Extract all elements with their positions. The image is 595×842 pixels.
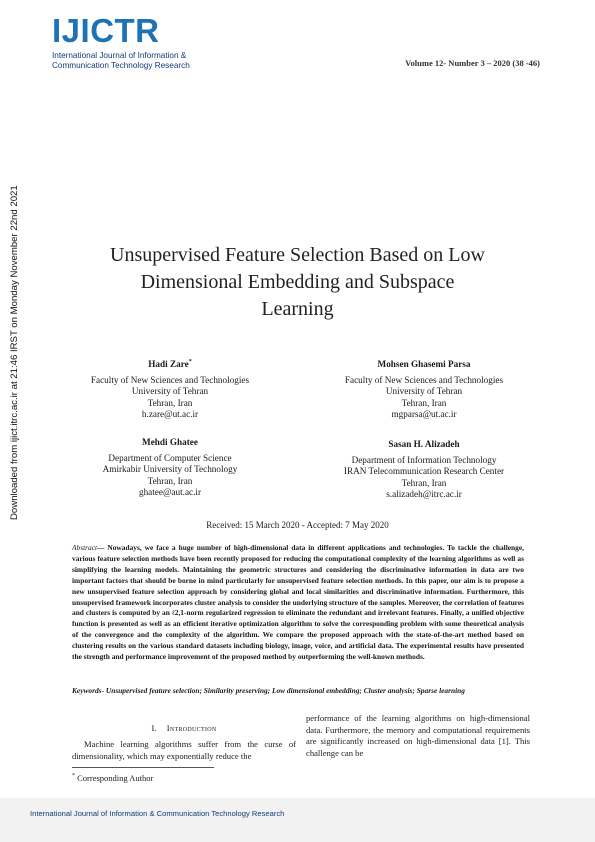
author-org: University of Tehran	[131, 386, 209, 397]
body-column-left: Machine learning algorithms suffer from the curse of dimensionality, which may exponentially reduce the	[72, 739, 296, 761]
title-line-2: Dimensional Embedding and Subspace	[140, 271, 455, 293]
author-dept: Faculty of New Sciences and Technologies	[344, 374, 504, 385]
keywords: Keywords- Unsupervised feature selection; Similarity preserving; Low dimensional embedding; Cluster analysis; Sparse learning	[72, 686, 465, 695]
author-email[interactable]: s.alizadeh@itrc.ac.ir	[386, 489, 462, 499]
author-name: Sasan H. Alizadeh	[388, 439, 460, 449]
footer-journal-name: International Journal of Information & Communication Technology Research	[30, 809, 285, 818]
abstract-text: — Nowadays, we face a huge number of high-dimensional data in different applications and technologies. To tackle the challenge, various feature selection methods have been recently proposed for reducing the computational complexity of the learning algorithms as well as simplifying the learning models. Maintaining the geometric structures and considering the discriminative information in data are two important factors that should be borne in mind particularly for unsupervised feature selection methods. In this paper, our aim is to propose a new unsupervised feature selection approach by considering global and local similarities and discriminative information. Furthermore, this unsupervised framework incorporates cluster analysis to consider the underlying structure of the samples. Moreover, the correlation of features and clusters is computed by an ℓ2,1-norm regularized regression to eliminate the redundant and irrelevant features. Finally, a unified objective function is presented as well as an efficient iterative optimization algorithm to solve the corresponding problem with some theoretical analysis of the convergence and the complexity of the algorithm. We compare the proposed approach with the state-of-the-art method based on clustering results on the various standard datasets including biology, image, voice, and artificial data. The experimental results have presented the strength and performance improvement of the proposed method by outperforming the well-known methods.	[72, 543, 524, 662]
author-block-2	[304, 359, 544, 421]
author-name: Mohsen Ghasemi Parsa	[377, 359, 471, 369]
journal-name-line1: International Journal of Information &	[52, 51, 187, 60]
received-dates: Received: 15 March 2020 - Accepted: 7 May 2020	[206, 520, 389, 530]
author-city: Tehran, Iran	[147, 475, 193, 486]
author-org: Amirkabir University of Technology	[102, 464, 238, 474]
footnote-mark: *	[72, 773, 75, 780]
footnote	[72, 773, 153, 783]
journal-name-line2: Communication Technology Research	[52, 61, 190, 70]
title-line-3: Learning	[261, 298, 334, 320]
author-city: Tehran, Iran	[147, 397, 193, 408]
author-email[interactable]: mgparsa@ut.ac.ir	[391, 409, 457, 419]
paper-title	[60, 242, 535, 323]
section-title: Introduction	[166, 723, 217, 733]
author-org: University of Tehran	[385, 386, 463, 396]
journal-name	[52, 51, 252, 71]
author-block-1	[50, 357, 290, 421]
download-watermark	[9, 160, 21, 520]
author-block-3	[50, 437, 290, 499]
author-name: Mehdi Ghatee	[142, 437, 198, 447]
footnote-divider	[72, 767, 214, 768]
author-dept: Faculty of New Sciences and Technologies	[90, 374, 250, 385]
author-dept: Department of Information Technology	[351, 454, 497, 465]
abstract	[72, 543, 524, 663]
author-email[interactable]: ghatee@aut.ac.ir	[138, 487, 202, 497]
author-city: Tehran, Iran	[401, 477, 447, 488]
download-watermark-text: Downloaded from ijict.itrc.ac.ir at 21:46 IRST on Monday November 22nd 2021	[9, 185, 20, 520]
author-org: IRAN Telecommunication Research Center	[343, 466, 505, 476]
author-city: Tehran, Iran	[401, 397, 447, 408]
abstract-label: Abstract	[72, 543, 98, 552]
footnote-text: Corresponding Author	[77, 773, 154, 783]
author-dept: Department of Computer Science	[108, 452, 232, 463]
section-heading	[72, 723, 296, 733]
section-number: I.	[151, 723, 158, 733]
title-line-1: Unsupervised Feature Selection Based on Low	[110, 244, 485, 266]
body-column-right: performance of the learning algorithms on high-dimensional data. Furthermore, the memory and computational requirements are significantly increased on high-dimensional data [1]. This challenge can be	[306, 713, 530, 758]
author-email[interactable]: h.zare@ut.ac.ir	[141, 409, 199, 420]
page-footer	[0, 798, 595, 842]
volume-info: Volume 12- Number 3 – 2020 (38 -46)	[405, 58, 540, 68]
author-name: Hadi Zare*	[148, 359, 192, 370]
journal-logo: IJICTR	[52, 12, 160, 49]
author-block-4	[304, 439, 544, 501]
